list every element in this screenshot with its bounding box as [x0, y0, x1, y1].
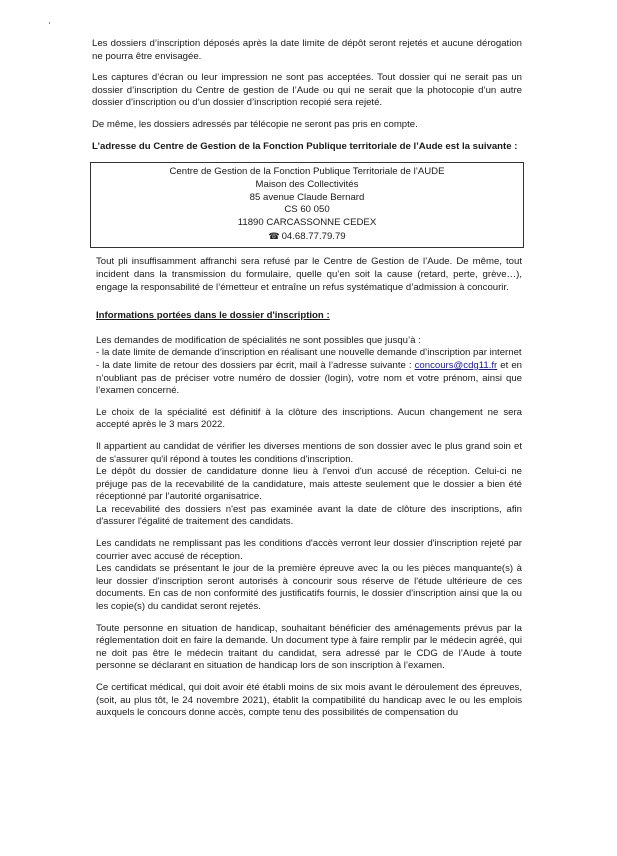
paragraph-address-intro: L’adresse du Centre de Gestion de la Fonction Publique territoriale de l’Aude est la suivante :: [92, 140, 518, 152]
modification-block: [96, 335, 522, 398]
email-link[interactable]: concours@cdg11.fr: [414, 359, 498, 371]
address-box: [90, 162, 524, 248]
paragraph-deadline: Les dossiers d’inscription déposés après la date limite de dépôt seront rejetés et aucune dérogation ne pourra être envisagée.: [92, 38, 522, 62]
modification-item-mail: - la date limite de retour des dossiers par écrit, mail à l’adresse suivante : concours@cdg11.fr et en n’oubliant pas de préciser votre numéro de dossier (login), votre nom et votre prénom, ainsi que l’examen concerné.: [96, 359, 522, 397]
paragraph-handicap: Toute personne en situation de handicap, souhaitant bénéficier des aménagements prévus par la réglementation doit en faire la demande. Un document type à faire remplir par le médecin agréé, qui ne doit pas être le médecin traitant du candidat, sera adressé par le CDG de l’Aude à toute personne se déclarant en situation de handicap lors de son inscription à l’examen.: [96, 622, 522, 672]
modification-item-internet: - la date limite de demande d’inscription en réalisant une nouvelle demande d’inscription par internet: [96, 347, 522, 359]
address-line-cs: CS 60 050: [284, 204, 330, 216]
paragraph-verify: Il appartient au candidat de vérifier les diverses mentions de son dossier avec le plus grand soin et de s'assurer qu'il répond à toutes les conditions d'inscription.: [96, 440, 522, 465]
paragraph-medical-certificate: Ce certificat médical, qui doit avoir été établi moins de six mois avant le déroulement des épreuves, (soit, au plus tôt, le 24 novembre 2021), établit la compatibilité du handicap avec le ou les emplois auxquels le concours donne accès, compte tenu des possibilités de compensation du: [96, 682, 522, 719]
address-line-building: Maison des Collectivités: [255, 178, 359, 190]
phone-icon: ☎: [268, 230, 280, 241]
section-title: Informations portées dans le dossier d'inscription :: [96, 310, 330, 322]
phone-number: 04.68.77.79.79: [281, 230, 346, 242]
address-line-street: 85 avenue Claude Bernard: [249, 191, 365, 203]
paragraph-postage: Tout pli insuffisamment affranchi sera refusé par le Centre de Gestion de l’Aude. De même, tout incident dans la transmission du formulaire, quelle qu’en soit la cause (retard, perte, grève…), engage la responsabilité de l’émetteur et entraîne un refus systématique d’admission à concourir.: [96, 256, 522, 293]
conditions-block: [96, 538, 522, 614]
document-body: [92, 38, 522, 729]
scan-mark: [49, 22, 50, 24]
verification-block: [96, 441, 522, 529]
paragraph-rejected: Les candidats ne remplissant pas les conditions d'accès verront leur dossier d'inscription rejeté par courrier avec accusé de réception.: [96, 538, 522, 562]
address-line-city: 11890 CARCASSONNE CEDEX: [237, 216, 377, 228]
paragraph-screenshots: Les captures d’écran ou leur impression ne sont pas acceptées. Tout dossier qui ne serait pas un dossier d’inscription du Centre de gestion de l’Aude ou qui ne serait que la photocopie d’un autre dossier d’inscription ou d’un dossier d’inscription recopié sera rejeté.: [92, 72, 522, 109]
modification-intro: Les demandes de modification de spécialités ne sont possibles que jusqu’à :: [96, 334, 421, 346]
address-line-org: Centre de Gestion de la Fonction Publique Territoriale de l’AUDE: [169, 166, 445, 178]
main-section: [92, 256, 522, 719]
address-line-phone: [91, 230, 523, 244]
paragraph-receipt: Le dépôt du dossier de candidature donne lieu à l'envoi d'un accusé de réception. Celui-ci ne préjuge pas de la recevabilité de la candidature, mais atteste seulement que le dossier a bien été réceptionné par l’autorité organisatrice.: [96, 466, 522, 503]
paragraph-specialty-choice: Le choix de la spécialité est définitif à la clôture des inscriptions. Aucun changement ne sera accepté après le 3 mars 2022.: [96, 406, 522, 431]
paragraph-missing-docs: Les candidats se présentant le jour de la première épreuve avec la ou les pièces manquante(s) à leur dossier d'inscription seront autorisés à concourir sous réserve de l'étude ultérieure de ces documents. En cas de non conformité des justificatifs fournis, le dossier d'inscription ainsi que la ou les copie(s) du candidat seront rejetés.: [96, 563, 522, 613]
paragraph-fax: De même, les dossiers adressés par télécopie ne seront pas pris en compte.: [92, 118, 418, 130]
paragraph-admissibility: La recevabilité des dossiers n'est pas examinée avant la date de clôture des inscriptions, afin d'assurer l'égalité de traitement des candidats.: [96, 503, 522, 528]
